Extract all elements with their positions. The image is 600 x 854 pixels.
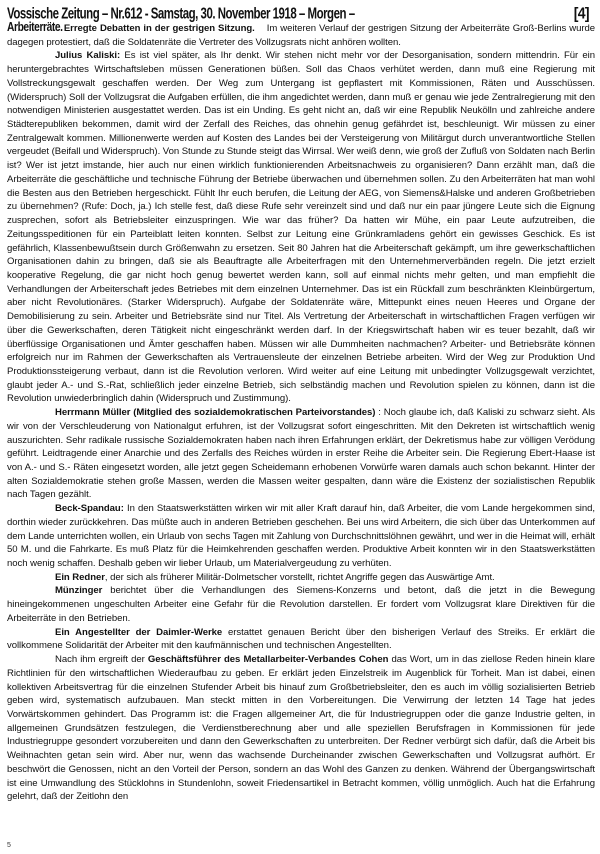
- speaker-name: Beck-Spandau:: [55, 503, 124, 515]
- paragraph-muenzinger: [7, 584, 595, 625]
- speaker-name: Herrmann Müller (Mitglied des sozialdemokratischen Parteivorstandes): [55, 407, 376, 419]
- footer-mark: 5: [7, 842, 11, 849]
- paragraph-redner: [7, 571, 595, 585]
- speaker-name: Münzinger: [55, 585, 103, 597]
- paragraph-text: das Wort, um in das ziellose Reden hinein klare Richtlinien für den wirtschaftlichen Wiederaufbau zu geben. Er erklärt jeden Einzelstreik im Augenblick für Torheit. Man ist dabei, einen kollektiven Arbeitsvertrag für die einzelnen Stufender Arbeit bis hinauf zum Großbetriebsleiter, den es auch im völlig sozialisierten Betrieb geben wird, systematisch aufzubauen. Man steckt mitten in den Vorbereitungen. Die Verwirrung der letzten 14 Tage hat jedes Vorwärtskommen gehindert. Das Programm ist: die Fragen allgemeiner Art, die für Industriegruppen oder die ganze Industrie gelten, in allgemeinen Grundsätzen festzulegen, die Verdienstberechnung aber und alle speziellen Berufsfragen in Kommissionen für jede Industriegruppe gesondert vorzubereiten und dann den Gewerkschaften zu unterbreiten. Der Redner verbürgt sich dafür, daß die Arbeit bis Weihnachten getan sein wird. Aber nur, wenn das wachsende Durcheinander zwischen Gewerkschaften und Vollzugsrat aufhört. Er beschwört die Genossen, nicht an den Vorteil der Person, sondern an das Wohl des Ganzen zu denken. Während der Übergangswirtschaft ist eine Umwandlung des Stücklohns in Stundenlohn, soweit Friedensartikel in Betracht kommen, völlig unmöglich. Auch hat die Erfahrung gelehrt, daß der Zeitlohn den: [7, 654, 595, 803]
- speaker-name: Julius Kaliski:: [55, 50, 121, 62]
- paragraph-cohen: [7, 653, 595, 804]
- page-number: [4]: [573, 4, 589, 22]
- paragraph-kaliski: [7, 49, 595, 406]
- speaker-name: Ein Redner: [55, 571, 105, 583]
- article-intro: [7, 21, 595, 49]
- article-body: [7, 21, 595, 804]
- paragraph-text: Es ist viel später, als Ihr denkt. Wir stehen nicht mehr vor der Desorganisation, sondern mittendrin. Für ein heruntergebrachtes Wirtschaftsleben müssen Generationen büßen. Soll das Chaos verhütet werden, dann muß eine Regierung mit Vollstreckungsgewalt geschaffen werden. Der Weg zum Untergang ist gepflastert mit Kommissionen, Räten und Ausschüssen. (Widerspruch) Soll der Vollzugsrat die Aufgaben erfüllen, die ihm angedichtet werden, dann muß er genau wie jede Zentralregierung mit den notwendigen Ministerien ausgestattet werden. Das ist ein Unding. Es geht nicht an, daß wir eine Republik Neukölln und zahlreiche andere Städterepubliken bekommen, damit wird der Zerfall des Reiches, das ohnehin genug gefährdet ist, beschleunigt. Wir müssen zu einer Zentralgewalt kommen. Millionenwerte werden auf Kosten des Landes bei der Versteigerung von Militärgut durch unverantwortliche Stellen vergeudet (Beifall und Widerspruch). Von Stunde zu Stunde steigt das Wirrsal. Wer weiß denn, wie groß der Zufluß von Soldaten nach Berlin ist? Wer ist jetzt imstande, hier auch nur einen wirklich funktionierenden Arbeitsnachweis zu organisieren? Dann erzählt man, daß die Arbeiterräte die geschäftliche und technische Führung der Betriebe überwachen und übernehmen sollen. Zu den Arbeiterräten hat man wohl die Besten aus den Betrieben hergeschickt. Fühlt Ihr euch berufen, die Leitung der AEG, von Siemens&Halske und anderen Großbetrieben zu übernehmen? (Rufe: Doch, ja.) Ich stelle fest, daß diese Rufe sehr vereinzelt sind und daß nur ein paar jüngere Leute sich die Eignung zusprechen, sofort als Betriebsleiter einzuspringen. Wie war das früher? Da hatten wir Mühe, ein paar Leute aufzutreiben, die Zeitungsspeditionen für ein Parteiblatt leiten konnten. Selbst zur Leitung eine Grünkramladens gehört ein gewisses Geschick. Es ist gefährlich, Klassenbewußtsein durch Größenwahn zu ersetzen. Seit 80 Jahren hat die Arbeiterschaft gekämpft, um ihre gewerkschaftlichen Organisationen dahin zu bringen, daß sie als Beauftragte alle Arbeiterfragen mit den Unternehmerverbänden regeln. Die jetzt erzielt kooperative Regelung, die gar nicht hoch genug bewertet werden kann, soll auf einmal nichts mehr gelten, und man empfiehlt die Verhandlungen der Arbeiterschaft jedes Betriebes mit dem einzelnen Unternehmer. Das ist ein Rückfall zum beschränkten Kleinbürgertum, aber nicht Revolutionäres. (Starker Widerspruch). Aufgabe der Soldatenräte wäre, Mittepunkt eines neuen Heeres und Organe der Demobilisierung zu sein. Arbeiter und Betriebsräte sind nur Titel. Als Vertretung der Arbeiterschaft in wirtschaftlichen Fragen verfügen wir über die Gewerkschaften, deren Tätigkeit nicht eingeschränkt werden darf. In der Kriegswirtschaft haben wir es teuer bezahlt, daß wir überflüssige Organisationen und Ämter geschaffen haben. Müssen wir alle Dummheiten nachmachen? Arbeiter- und Betriebsräte können erfolgreich nur im Rahmen der Gewerkschaften als Vertrauensleute der einzelnen Betriebe arbeiten. Wird der Weg zur Produktion Und Produktionssteigerung verbaut, dann ist die Revolution verloren. Wird weiter auf eine Leitung mit unbedingter Vollzugsgewalt verzichtet, glaubt jeder A.- und S.-Rat, schließlich jeder einzelne Betrieb, sich selbständig machen und Revolution spielen zu können, dann ist die Revolution unwiederbringlich dahin (Widerspruch und Zustimmung).: [7, 50, 596, 405]
- paragraph-mueller: [7, 406, 595, 502]
- article-subtitle: Erregte Debatten in der gestrigen Sitzung.: [63, 23, 255, 34]
- paragraph-lead: Nach ihm ergreift der: [55, 654, 148, 666]
- speaker-name: Geschäftsführer des Metallarbeiter-Verbandes Cohen: [147, 654, 389, 666]
- masthead-title: Vossische Zeitung – Nr.612 - Samstag, 30. November 1918 – Morgen –: [7, 4, 355, 22]
- newspaper-page: [7, 4, 595, 804]
- intro-text: Im weiteren Verlauf der gestrigen Sitzung der Arbeiterräte Groß-Berlins wurde dagegen protestiert, daß die Soldatenräte die Vertreter des Vollzugsrats nicht anhören wollten.: [7, 23, 596, 48]
- masthead: [7, 4, 595, 23]
- paragraph-text: erstattet genauen Bericht über den bisherigen Verlauf des Streiks. Er erklärt die vollkommene Solidarität der Arbeiter mit den kaufmännischen und technischen Angestellten.: [7, 626, 595, 652]
- paragraph-text: In den Staatswerkstätten wirken wir mit aller Kraft darauf hin, daß Arbeiter, die vom Lande hergekommen sind, dorthin wieder zurückkehren. Das müßte auch in anderen Betrieben geschehen. Bei uns wird Arbeitern, die sich über das Unterkommen auf dem Lande unterrichten wollen, ein Urlaub von sechs Tagen mit Zahlung von Durchschnittslöhnen gewährt, und wer in die Heimat will, erhält 50 M. und die Fahrkarte. Es muß Platz für die Heimkehrenden geschaffen werden. Produktive Arbeit konnten wir in den Staatswerkstätten noch wenig schaffen. Deshalb geben wir lieber Urlaub, um Materialvergeudung zu verhüten.: [7, 503, 595, 570]
- paragraph-text: , der sich als früherer Militär-Dolmetscher vorstellt, richtet Angriffe gegen das Auswärtige Amt.: [104, 571, 495, 583]
- paragraph-daimler: [7, 626, 595, 653]
- paragraph-text: : Noch glaube ich, daß Kaliski zu schwarz sieht. Als wir von der Verschleuderung von Nationalgut erfuhren, ist der Vollzugsrat sofort eingeschritten. Mit den Dekreten ist wirtschaftlich wenig auszurichten. Sehr radikale russische Sozialdemokraten haben nach ihren Erfahrungen erklärt, der Dekretismus habe zur völligen Verödung geführt. Leidtragende einer Anarchie und des Zerfalls des Reiches würden in erster Reihe die Arbeiter sein. Die Regierung Ebert-Haase ist von A.- und S.- Räten eingesetzt worden, alle jetzt gegen Scheidemann erhobenen Vorwürfe waren damals auch schon bekannt. Hinter der alten Sozialdemokratie stehen große Massen, werden die Massen weiter gespalten, dann wäre die Existenz der sozialistischen Republik nach Tagen gezählt.: [7, 407, 595, 501]
- paragraph-text: berichtet über die Verhandlungen des Siemens-Konzerns und betont, daß die jetzt in die Bewegung hineingekommenen ungeschulten Arbeiter eine Gefahr für die Revolution darstellen. Er fordert vom Vollzugsrat klare Direktiven für die Arbeiterräte in den Betrieben.: [7, 585, 595, 624]
- section-heading: Arbeiterräte.: [7, 20, 63, 34]
- speaker-name: Ein Angestellter der Daimler-Werke: [55, 626, 223, 638]
- paragraph-beck: [7, 502, 595, 571]
